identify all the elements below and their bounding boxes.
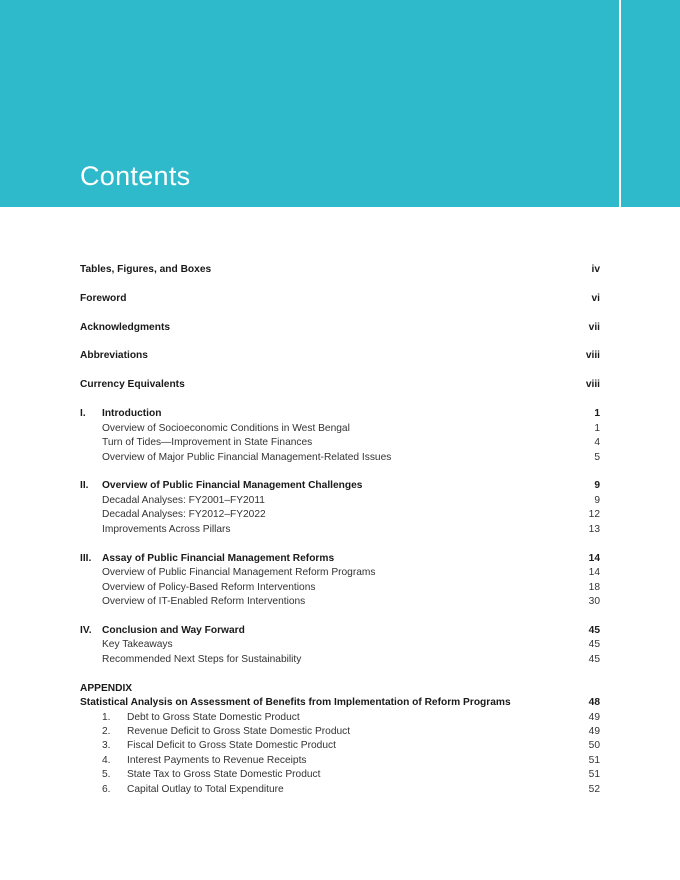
appendix-item-number: 6. (102, 784, 111, 795)
chapter-title: Assay of Public Financial Management Reforms (102, 553, 335, 564)
appendix-item-number: 2. (102, 726, 111, 737)
chapter-title: Introduction (102, 408, 162, 419)
chapter-numeral: III. (80, 553, 92, 564)
toc-entry-page: iv (591, 264, 600, 275)
section-page: 18 (588, 582, 600, 593)
toc-entry-page: vi (591, 293, 600, 304)
appendix-item-page: 49 (588, 712, 600, 723)
header-banner (0, 0, 680, 207)
chapter-page: 1 (594, 408, 600, 419)
toc-entry-acknowledgments[interactable] (80, 320, 600, 335)
section-page: 1 (594, 423, 600, 434)
chapter-page: 14 (588, 553, 600, 564)
section-label: Key Takeaways (102, 639, 173, 650)
toc-appendix-item[interactable] (80, 782, 600, 797)
appendix-title: Statistical Analysis on Assessment of Benefits from Implementation of Reform Programs (80, 697, 511, 708)
appendix-item-number: 5. (102, 769, 111, 780)
section-label: Overview of IT-Enabled Reform Interventions (102, 596, 306, 607)
chapter-numeral: II. (80, 480, 89, 491)
appendix-item-page: 49 (588, 726, 600, 737)
toc-entry-page: viii (585, 379, 600, 390)
section-label: Overview of Major Public Financial Management-Related Issues (102, 452, 392, 463)
toc-appendix-item[interactable] (80, 753, 600, 768)
chapter-numeral: I. (80, 408, 86, 419)
toc-section[interactable] (80, 652, 600, 667)
appendix-item-label: State Tax to Gross State Domestic Product (127, 769, 321, 780)
toc-entry-tables-figures-boxes[interactable] (80, 262, 600, 277)
toc-section[interactable] (80, 522, 600, 537)
appendix-item-number: 1. (102, 712, 111, 723)
toc-entry-label: Currency Equivalents (80, 379, 185, 390)
toc-appendix-title[interactable] (80, 695, 600, 710)
appendix-item-page: 51 (588, 769, 600, 780)
toc-section[interactable] (80, 565, 600, 580)
section-page: 45 (588, 654, 600, 665)
chapter-title: Conclusion and Way Forward (102, 625, 245, 636)
toc-entry-page: viii (585, 350, 600, 361)
toc-appendix-item[interactable] (80, 767, 600, 782)
section-label: Overview of Policy-Based Reform Interventions (102, 582, 316, 593)
toc-section[interactable] (80, 580, 600, 595)
appendix-item-page: 51 (588, 755, 600, 766)
toc-chapter-introduction[interactable] (80, 406, 600, 421)
section-label: Turn of Tides—Improvement in State Finances (102, 437, 313, 448)
appendix-item-page: 52 (588, 784, 600, 795)
appendix-item-label: Interest Payments to Revenue Receipts (127, 755, 307, 766)
section-label: Decadal Analyses: FY2012–FY2022 (102, 509, 266, 520)
section-page: 12 (588, 509, 600, 520)
appendix-heading-label: APPENDIX (80, 683, 133, 694)
appendix-heading (80, 681, 600, 696)
toc-entry-label: Abbreviations (80, 350, 148, 361)
toc-section[interactable] (80, 637, 600, 652)
toc-entry-currency-equivalents[interactable] (80, 377, 600, 392)
section-page: 45 (588, 639, 600, 650)
section-page: 5 (594, 452, 600, 463)
appendix-item-label: Fiscal Deficit to Gross State Domestic Product (127, 740, 336, 751)
chapter-page: 45 (588, 625, 600, 636)
toc-entry-label: Tables, Figures, and Boxes (80, 264, 212, 275)
section-label: Improvements Across Pillars (102, 524, 231, 535)
section-label: Recommended Next Steps for Sustainability (102, 654, 302, 665)
toc-chapter-pfm-reforms[interactable] (80, 551, 600, 566)
toc-section[interactable] (80, 435, 600, 450)
toc-section[interactable] (80, 450, 600, 465)
appendix-page: 48 (588, 697, 600, 708)
page-title: Contents (80, 161, 191, 191)
toc-section[interactable] (80, 421, 600, 436)
section-page: 14 (588, 567, 600, 578)
chapter-title: Overview of Public Financial Management Challenges (102, 480, 363, 491)
toc-entry-label: Foreword (80, 293, 127, 304)
section-page: 9 (594, 495, 600, 506)
appendix-item-page: 50 (588, 740, 600, 751)
section-label: Decadal Analyses: FY2001–FY2011 (102, 495, 265, 506)
section-page: 30 (588, 596, 600, 607)
toc-chapter-conclusion[interactable] (80, 623, 600, 638)
toc-appendix-item[interactable] (80, 724, 600, 739)
toc-section[interactable] (80, 493, 600, 508)
section-page: 4 (594, 437, 600, 448)
toc-entry-foreword[interactable] (80, 291, 600, 306)
chapter-page: 9 (594, 480, 600, 491)
section-label: Overview of Socioeconomic Conditions in West Bengal (102, 423, 350, 434)
appendix-item-number: 3. (102, 740, 111, 751)
banner-divider (619, 0, 621, 207)
toc-section[interactable] (80, 507, 600, 522)
toc-section[interactable] (80, 594, 600, 609)
toc-entry-label: Acknowledgments (80, 322, 171, 333)
appendix-item-label: Revenue Deficit to Gross State Domestic Product (127, 726, 351, 737)
toc-entry-page: vii (588, 322, 600, 333)
toc-chapter-pfm-challenges[interactable] (80, 478, 600, 493)
section-label: Overview of Public Financial Management Reform Programs (102, 567, 376, 578)
section-page: 13 (588, 524, 600, 535)
appendix-item-label: Capital Outlay to Total Expenditure (127, 784, 284, 795)
chapter-numeral: IV. (80, 625, 92, 636)
toc-appendix-item[interactable] (80, 710, 600, 725)
toc-appendix-item[interactable] (80, 738, 600, 753)
toc-entry-abbreviations[interactable] (80, 348, 600, 363)
appendix-item-label: Debt to Gross State Domestic Product (127, 712, 300, 723)
appendix-item-number: 4. (102, 755, 111, 766)
